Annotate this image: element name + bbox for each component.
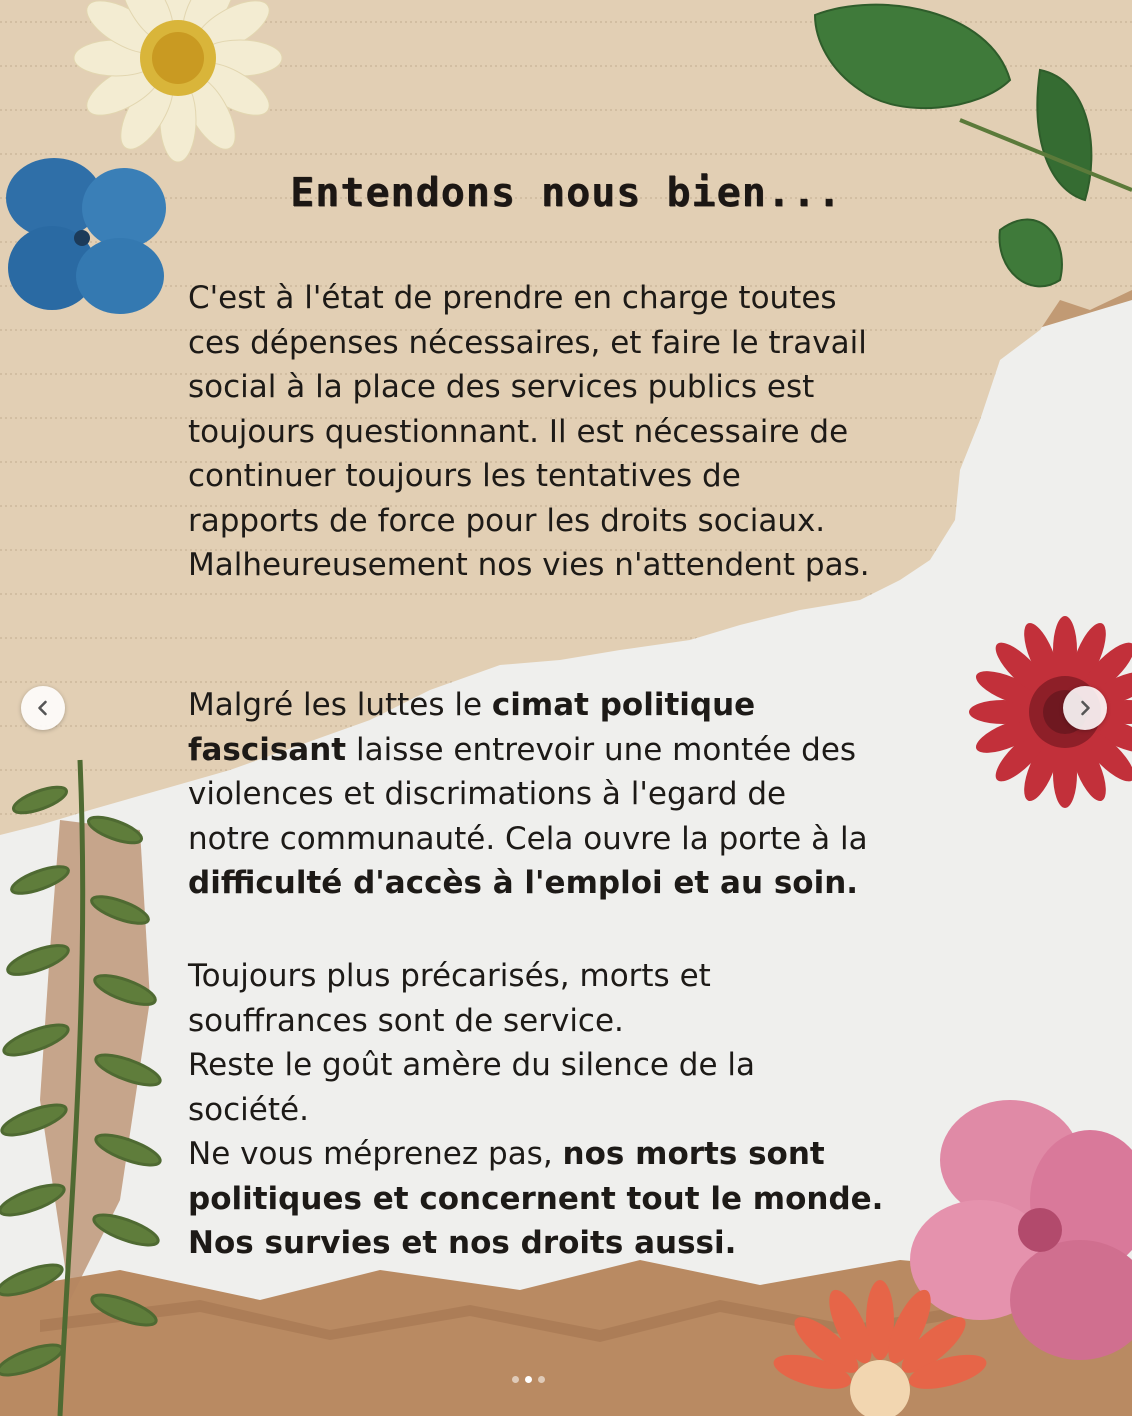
carousel-dot[interactable] bbox=[512, 1376, 519, 1383]
paragraph-political-climate bbox=[188, 683, 1088, 906]
text-line: social à la place des services publics est bbox=[188, 369, 815, 405]
carousel-dot[interactable] bbox=[538, 1376, 545, 1383]
text-line: Toujours plus précarisés, morts et bbox=[188, 958, 711, 994]
text-line: Malheureusement nos vies n'attendent pas. bbox=[188, 547, 870, 583]
text-line: société. bbox=[188, 1091, 309, 1128]
text-bold: nos morts sont bbox=[562, 1136, 825, 1172]
text-bold: fascisant bbox=[188, 731, 347, 768]
text-line: politiques et concernent tout le monde. bbox=[188, 1180, 884, 1217]
text-line: continuer toujours les tentatives de bbox=[188, 458, 741, 494]
text-normal: Malgré les luttes le bbox=[188, 687, 492, 723]
text-normal: laisse entrevoir une montée des bbox=[346, 731, 857, 768]
text-line: toujours questionnant. Il est nécessaire de bbox=[188, 413, 849, 450]
text-bold: cimat politique bbox=[491, 687, 756, 723]
text-line bbox=[188, 1132, 1088, 1177]
carousel-dots bbox=[512, 1376, 545, 1383]
text-line: difficulté d'accès à l'emploi et au soin. bbox=[188, 865, 859, 901]
text-line: ces dépenses nécessaires, et faire le travail bbox=[188, 324, 867, 361]
chevron-right-icon bbox=[1076, 699, 1094, 717]
text-line: violences et discrimations à l'egard de bbox=[188, 776, 787, 812]
carousel-prev-button[interactable] bbox=[21, 686, 65, 730]
text-line: Nos survies et nos droits aussi. bbox=[188, 1225, 737, 1261]
slide-title: Entendons nous bien... bbox=[290, 170, 842, 216]
text-line: rapports de force pour les droits sociaux. bbox=[188, 502, 826, 539]
text-line: souffrances sont de service. bbox=[188, 1002, 624, 1039]
text-line: C'est à l'état de prendre en charge toutes bbox=[188, 280, 837, 316]
carousel-next-button[interactable] bbox=[1063, 686, 1107, 730]
text-line: Reste le goût amère du silence de la bbox=[188, 1047, 756, 1083]
text-line bbox=[188, 683, 1088, 728]
carousel-dot-active[interactable] bbox=[525, 1376, 532, 1383]
paragraph-conclusion bbox=[188, 954, 1088, 1266]
chevron-left-icon bbox=[34, 699, 52, 717]
paragraph-state-responsibility bbox=[188, 276, 1088, 588]
text-line: notre communauté. Cela ouvre la porte à la bbox=[188, 820, 868, 857]
text-line bbox=[188, 728, 1088, 773]
text-normal: Ne vous méprenez pas, bbox=[188, 1136, 563, 1172]
